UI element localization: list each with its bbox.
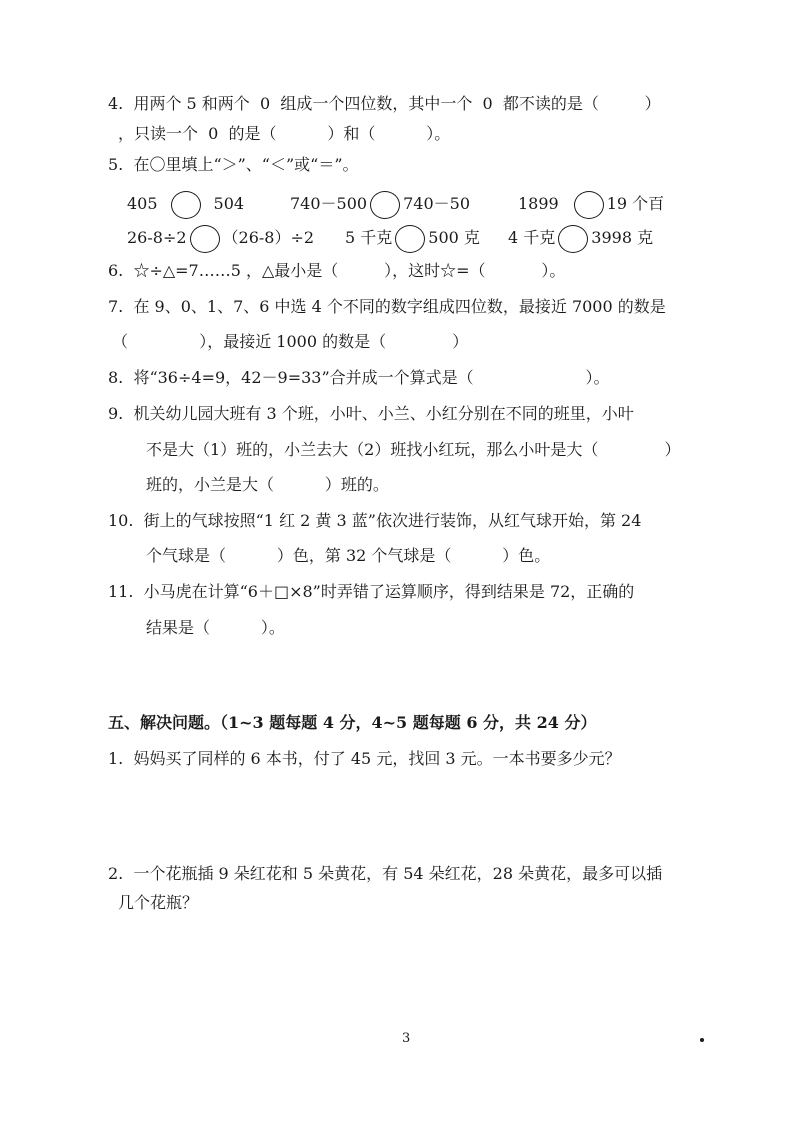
q7-line1: 7. 在 9、0、1、7、6 中选 4 个不同的数字组成四位数，最接近 7000 的数是 — [108, 297, 666, 316]
q5-row1-c-right: 19 个百 — [606, 194, 665, 213]
q5-row2-a-left: 26-8÷2 — [127, 228, 187, 247]
q5-row2-b — [345, 224, 480, 252]
q9-line2: 不是大（1）班的，小兰去大（2）班找小红玩，那么小叶是大（ ） — [146, 440, 681, 459]
q6-line1: 6. ☆÷△=7……5 ，△最小是（ ），这时☆=（ ）。 — [108, 261, 566, 280]
q5-row2-c-right: 3998 克 — [591, 228, 654, 247]
q5-row1-b-left: 740－500 — [290, 194, 368, 213]
compare-circle[interactable] — [558, 225, 588, 253]
q4-line1: 4. 用两个 5 和两个 0 组成一个四位数，其中一个 0 都不读的是（ ） — [108, 94, 661, 113]
problem2-line2: 几个花瓶？ — [118, 893, 199, 912]
q11-line1: 11. 小马虎在计算“6＋□×8”时弄错了运算顺序，得到结果是 72，正确的 — [108, 582, 635, 601]
q8-line1: 8. 将“36÷4=9，42－9=33”合并成一个算式是（ ）。 — [108, 368, 610, 387]
page-number: 3 — [402, 1031, 411, 1046]
q5-row1-b-right: 740－50 — [403, 194, 470, 213]
compare-circle[interactable] — [171, 191, 201, 219]
q5-row1-a-left: 405 — [127, 194, 158, 213]
q5-row2-b-left: 5 千克 — [345, 228, 393, 247]
problem1-line1: 1. 妈妈买了同样的 6 本书，付了 45 元，找回 3 元。一本书要多少元？ — [108, 749, 621, 768]
q4-line2: ，只读一个 0 的是（ ）和（ ）。 — [118, 124, 451, 143]
q10-line2: 个气球是（ ）色，第 32 个气球是（ ）色。 — [146, 546, 551, 565]
footer-dot — [700, 1038, 704, 1042]
q5-row1-a — [127, 190, 244, 218]
compare-circle[interactable] — [574, 191, 604, 219]
q5-row2-a — [127, 224, 314, 252]
q5-row2-c-left: 4 千克 — [508, 228, 556, 247]
q5-row2-b-right: 500 克 — [428, 228, 480, 247]
q11-line2: 结果是（ ）。 — [146, 618, 285, 637]
q5-row1-b — [290, 190, 470, 218]
q5-row2-c — [508, 224, 653, 252]
compare-circle[interactable] — [370, 191, 400, 219]
problem2-line1: 2. 一个花瓶插 9 朵红花和 5 朵黄花，有 54 朵红花，28 朵黄花，最多可以插 — [108, 864, 663, 883]
compare-circle[interactable] — [395, 225, 425, 253]
section-title: 五、解决问题。（1~3 题每题 4 分，4~5 题每题 6 分，共 24 分） — [108, 713, 597, 732]
q10-line1: 10. 街上的气球按照“1 红 2 黄 3 蓝”依次进行装饰，从红气球开始，第 24 — [108, 511, 642, 530]
q5-row1-a-right: 504 — [213, 194, 245, 213]
q5-row1-c-left: 1899 — [518, 194, 559, 213]
q5-line1: 5. 在〇里填上“＞”、“＜”或“＝”。 — [108, 155, 359, 174]
q5-row2-a-right: （26-8）÷2 — [222, 228, 315, 247]
q9-line3: 班的，小兰是大（ ）班的。 — [146, 475, 389, 494]
q9-line1: 9. 机关幼儿园大班有 3 个班，小叶、小兰、小红分别在不同的班里，小叶 — [108, 404, 634, 423]
compare-circle[interactable] — [190, 225, 220, 253]
q5-row1-c — [518, 190, 664, 218]
q7-line2: （ ），最接近 1000 的数是（ ） — [112, 332, 469, 351]
